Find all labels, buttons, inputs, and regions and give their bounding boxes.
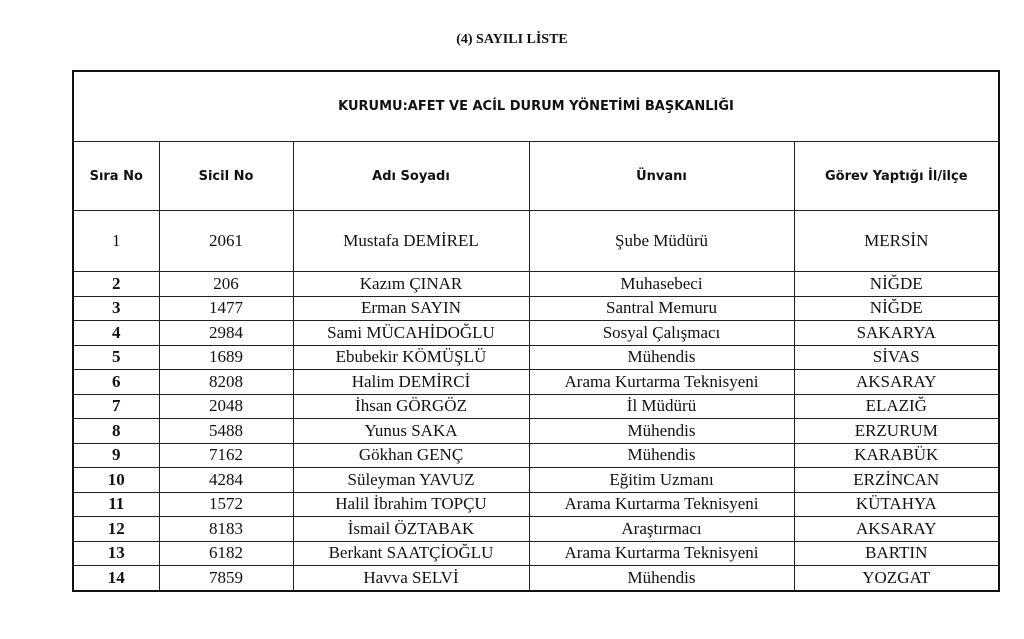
work-location: BARTIN xyxy=(794,541,999,566)
work-location: AKSARAY xyxy=(794,517,999,542)
work-location: SİVAS xyxy=(794,345,999,370)
job-title: Arama Kurtarma Teknisyeni xyxy=(529,492,794,517)
full-name: İsmail ÖZTABAK xyxy=(293,517,529,542)
full-name: Gökhan GENÇ xyxy=(293,443,529,468)
row-number: 5 xyxy=(73,345,159,370)
table-row xyxy=(73,321,999,346)
row-number: 1 xyxy=(73,211,159,272)
table-row xyxy=(73,345,999,370)
registry-number: 7162 xyxy=(159,443,293,468)
table-row xyxy=(73,468,999,493)
row-number: 14 xyxy=(73,566,159,591)
column-header: Sıra No xyxy=(73,142,159,211)
row-number: 10 xyxy=(73,468,159,493)
column-header: Ünvanı xyxy=(529,142,794,211)
personnel-table xyxy=(72,70,1000,592)
full-name: Halim DEMİRCİ xyxy=(293,370,529,395)
registry-number: 5488 xyxy=(159,419,293,444)
job-title: Araştırmacı xyxy=(529,517,794,542)
registry-number: 206 xyxy=(159,272,293,297)
full-name: Mustafa DEMİREL xyxy=(293,211,529,272)
row-number: 13 xyxy=(73,541,159,566)
table-row xyxy=(73,541,999,566)
full-name: Süleyman YAVUZ xyxy=(293,468,529,493)
full-name: Sami MÜCAHİDOĞLU xyxy=(293,321,529,346)
row-number: 2 xyxy=(73,272,159,297)
full-name: Yunus SAKA xyxy=(293,419,529,444)
registry-number: 8183 xyxy=(159,517,293,542)
full-name: İhsan GÖRGÖZ xyxy=(293,394,529,419)
job-title: Muhasebeci xyxy=(529,272,794,297)
full-name: Ebubekir KÖMÜŞLÜ xyxy=(293,345,529,370)
table-row xyxy=(73,296,999,321)
table-row xyxy=(73,443,999,468)
registry-number: 2048 xyxy=(159,394,293,419)
registry-number: 2061 xyxy=(159,211,293,272)
work-location: ERZURUM xyxy=(794,419,999,444)
institution-header: KURUMU:AFET VE ACİL DURUM YÖNETİMİ BAŞKANLIĞI xyxy=(73,71,999,142)
work-location: AKSARAY xyxy=(794,370,999,395)
work-location: NİĞDE xyxy=(794,296,999,321)
table-row xyxy=(73,517,999,542)
job-title: Mühendis xyxy=(529,419,794,444)
table-row xyxy=(73,492,999,517)
row-number: 12 xyxy=(73,517,159,542)
job-title: Eğitim Uzmanı xyxy=(529,468,794,493)
table-row xyxy=(73,394,999,419)
registry-number: 1477 xyxy=(159,296,293,321)
job-title: Şube Müdürü xyxy=(529,211,794,272)
table-row xyxy=(73,370,999,395)
column-header: Adı Soyadı xyxy=(293,142,529,211)
table-row xyxy=(73,211,999,272)
column-header-row xyxy=(73,142,999,211)
work-location: ELAZIĞ xyxy=(794,394,999,419)
work-location: MERSİN xyxy=(794,211,999,272)
work-location: NİĞDE xyxy=(794,272,999,297)
work-location: ERZİNCAN xyxy=(794,468,999,493)
job-title: Santral Memuru xyxy=(529,296,794,321)
job-title: Arama Kurtarma Teknisyeni xyxy=(529,370,794,395)
table-row xyxy=(73,419,999,444)
row-number: 4 xyxy=(73,321,159,346)
registry-number: 7859 xyxy=(159,566,293,591)
full-name: Erman SAYIN xyxy=(293,296,529,321)
full-name: Havva SELVİ xyxy=(293,566,529,591)
work-location: KÜTAHYA xyxy=(794,492,999,517)
job-title: İl Müdürü xyxy=(529,394,794,419)
column-header: Sicil No xyxy=(159,142,293,211)
work-location: YOZGAT xyxy=(794,566,999,591)
work-location: KARABÜK xyxy=(794,443,999,468)
column-header: Görev Yaptığı İl/ilçe xyxy=(794,142,999,211)
registry-number: 4284 xyxy=(159,468,293,493)
row-number: 8 xyxy=(73,419,159,444)
row-number: 3 xyxy=(73,296,159,321)
table-row xyxy=(73,566,999,591)
registry-number: 8208 xyxy=(159,370,293,395)
table-row xyxy=(73,272,999,297)
full-name: Kazım ÇINAR xyxy=(293,272,529,297)
row-number: 7 xyxy=(73,394,159,419)
registry-number: 6182 xyxy=(159,541,293,566)
row-number: 9 xyxy=(73,443,159,468)
row-number: 11 xyxy=(73,492,159,517)
job-title: Mühendis xyxy=(529,566,794,591)
job-title: Arama Kurtarma Teknisyeni xyxy=(529,541,794,566)
job-title: Mühendis xyxy=(529,443,794,468)
registry-number: 1689 xyxy=(159,345,293,370)
registry-number: 1572 xyxy=(159,492,293,517)
job-title: Sosyal Çalışmacı xyxy=(529,321,794,346)
document-title: (4) SAYILI LİSTE xyxy=(456,32,568,47)
job-title: Mühendis xyxy=(529,345,794,370)
registry-number: 2984 xyxy=(159,321,293,346)
row-number: 6 xyxy=(73,370,159,395)
full-name: Berkant SAATÇİOĞLU xyxy=(293,541,529,566)
work-location: SAKARYA xyxy=(794,321,999,346)
full-name: Halil İbrahim TOPÇU xyxy=(293,492,529,517)
